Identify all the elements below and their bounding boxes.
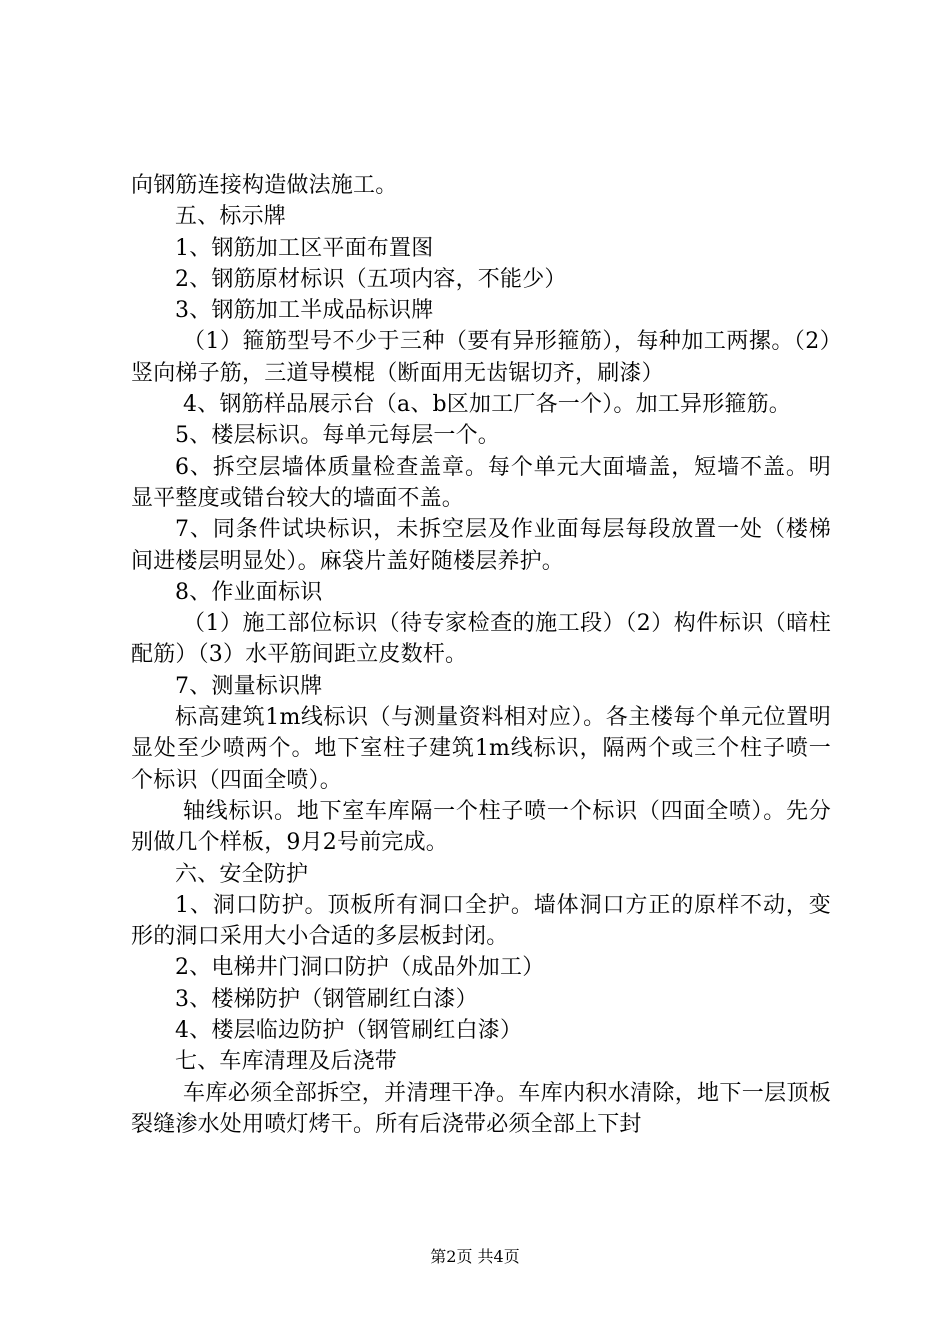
section-heading: 五、标示牌 [175, 204, 287, 230]
paragraph: 标高建筑1m线标识（与测量资料相对应）。各主楼每个单元位置明显处至少喷两个。地下室柱子建筑1m线标识，隔两个或三个柱子喷一个标识（四面全喷）。 [131, 705, 831, 793]
list-item: 3、楼梯防护（钢管刷红白漆） [175, 986, 478, 1012]
paragraph: 车库必须全部拆空，并清理干净。车库内积水清除，地下一层顶板裂缝渗水处用喷灯烤干。所有后浇带必须全部上下封 [131, 1080, 831, 1137]
list-item: 6、拆空层墙体质量检查盖章。每个单元大面墙盖，短墙不盖。明显平整度或错台较大的墙面不盖。 [131, 454, 831, 511]
list-item: 3、钢筋加工半成品标识牌 [175, 298, 434, 324]
paragraph: （1）施工部位标识（待专家检查的施工段）（2）构件标识（暗柱配筋）（3）水平筋间距立皮数杆。 [131, 611, 831, 668]
paragraph: （1）箍筋型号不少于三种（要有异形箍筋），每种加工两摞。（2）竖向梯子筋，三道导模棍（断面用无齿锯切齐，刷漆） [131, 329, 831, 386]
list-item: 8、作业面标识 [175, 579, 323, 605]
section-heading: 六、安全防护 [175, 861, 309, 887]
list-item: 1、洞口防护。顶板所有洞口全护。墙体洞口方正的原样不动，变形的洞口采用大小合适的多层板封闭。 [131, 892, 831, 950]
page-footer [0, 1244, 950, 1267]
list-item: 4、钢筋样品展示台（a、b区加工厂各一个）。加工异形箍筋。 [183, 392, 791, 418]
list-item: 4、楼层临边防护（钢管刷红白漆） [175, 1018, 523, 1044]
list-item: 2、钢筋原材标识（五项内容，不能少） [175, 266, 567, 292]
document-body [131, 170, 831, 1140]
page-number: 第2页 共4页 [430, 1247, 520, 1266]
list-item: 5、楼层标识。每单元每层一个。 [175, 423, 500, 449]
list-item: 1、钢筋加工区平面布置图 [175, 235, 434, 261]
list-item: 7、测量标识牌 [175, 673, 323, 699]
paragraph: 向钢筋连接构造做法施工。 [131, 173, 398, 198]
list-item: 7、同条件试块标识，未拆空层及作业面每层每段放置一处（楼梯间进楼层明显处）。麻袋片盖好随楼层养护。 [131, 517, 831, 574]
section-heading: 七、车库清理及后浇带 [175, 1049, 398, 1075]
list-item: 2、电梯井门洞口防护（成品外加工） [175, 955, 545, 981]
paragraph: 轴线标识。地下室车库隔一个柱子喷一个标识（四面全喷）。先分别做几个样板，9月2号前完成。 [131, 798, 831, 856]
